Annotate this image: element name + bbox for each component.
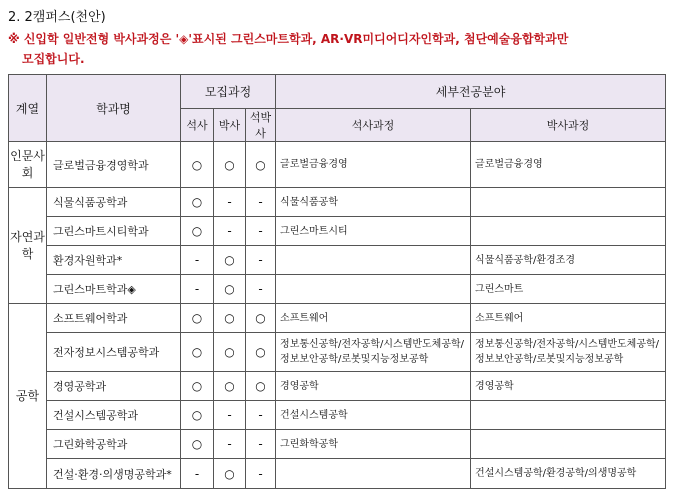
table-row (9, 430, 666, 459)
category-cell: 인문사회 (9, 142, 47, 188)
integrated-mark: - (246, 430, 276, 459)
table-row (9, 246, 666, 275)
doctoral-mark: ○ (214, 333, 246, 372)
integrated-mark: ○ (246, 372, 276, 401)
table-body (9, 142, 666, 489)
department-name: 건설·환경·의생명공학과* (47, 459, 181, 489)
doctoral-field: 경영공학 (471, 372, 666, 401)
doctoral-mark: ○ (214, 246, 246, 275)
doctoral-field (471, 430, 666, 459)
header-category: 계열 (9, 75, 47, 142)
doctoral-mark: ○ (214, 459, 246, 489)
doctoral-field: 식물식품공학/환경조경 (471, 246, 666, 275)
notice-text (8, 29, 668, 69)
integrated-mark: - (246, 246, 276, 275)
department-name: 그린스마트시티학과 (47, 217, 181, 246)
masters-mark: ○ (181, 372, 214, 401)
header-masters: 석사 (181, 109, 214, 142)
integrated-mark: ○ (246, 333, 276, 372)
department-name: 건설시스템공학과 (47, 401, 181, 430)
masters-field (276, 275, 471, 304)
header-masters-course: 석사과정 (276, 109, 471, 142)
header-department: 학과명 (47, 75, 181, 142)
doctoral-mark: - (214, 430, 246, 459)
table-row (9, 188, 666, 217)
department-name: 식물식품공학과 (47, 188, 181, 217)
table-header (9, 75, 666, 142)
masters-mark: ○ (181, 188, 214, 217)
table-row (9, 459, 666, 489)
table-row (9, 401, 666, 430)
masters-mark: ○ (181, 304, 214, 333)
masters-mark: - (181, 246, 214, 275)
doctoral-mark: ○ (214, 275, 246, 304)
department-name: 전자정보시스템공학과 (47, 333, 181, 372)
programs-table (8, 74, 666, 489)
department-name: 글로벌금융경영학과 (47, 142, 181, 188)
department-name: 환경자원학과* (47, 246, 181, 275)
masters-field: 건설시스템공학 (276, 401, 471, 430)
doctoral-mark: ○ (214, 304, 246, 333)
table-row (9, 333, 666, 372)
table-row (9, 372, 666, 401)
masters-mark: ○ (181, 333, 214, 372)
header-recruit: 모집과정 (181, 75, 276, 109)
header-integrated: 석박사 (246, 109, 276, 142)
masters-mark: ○ (181, 142, 214, 188)
department-name: 그린화학공학과 (47, 430, 181, 459)
doctoral-mark: - (214, 217, 246, 246)
table-row (9, 217, 666, 246)
doctoral-mark: - (214, 401, 246, 430)
table-row (9, 275, 666, 304)
masters-field (276, 459, 471, 489)
masters-field: 식물식품공학 (276, 188, 471, 217)
integrated-mark: - (246, 401, 276, 430)
doctoral-mark: ○ (214, 372, 246, 401)
integrated-mark: - (246, 275, 276, 304)
integrated-mark: - (246, 188, 276, 217)
masters-mark: - (181, 275, 214, 304)
masters-field: 경영공학 (276, 372, 471, 401)
masters-field: 글로벌금융경영 (276, 142, 471, 188)
doctoral-field (471, 217, 666, 246)
header-doctoral-course: 박사과정 (471, 109, 666, 142)
integrated-mark: - (246, 459, 276, 489)
category-cell: 공학 (9, 304, 47, 489)
notice-line-2: 모집합니다. (22, 52, 85, 66)
masters-field: 정보통신공학/전자공학/시스템반도체공학/정보보안공학/로봇및지능정보공학 (276, 333, 471, 372)
header-doctoral: 박사 (214, 109, 246, 142)
doctoral-field (471, 401, 666, 430)
integrated-mark: - (246, 217, 276, 246)
department-name: 소프트웨어학과 (47, 304, 181, 333)
table-row (9, 304, 666, 333)
doctoral-field (471, 188, 666, 217)
category-cell: 자연과학 (9, 188, 47, 304)
header-major-fields: 세부전공분야 (276, 75, 666, 109)
table-row (9, 142, 666, 188)
integrated-mark: ○ (246, 304, 276, 333)
doctoral-field: 그린스마트 (471, 275, 666, 304)
masters-field: 그린화학공학 (276, 430, 471, 459)
doctoral-mark: ○ (214, 142, 246, 188)
department-name: 경영공학과 (47, 372, 181, 401)
notice-line-1: ※ 신입학 일반전형 박사과정은 '◈'표시된 그린스마트학과, AR·VR미디어디자인학과, 첨단예술융합학과만 (8, 32, 569, 46)
masters-mark: ○ (181, 430, 214, 459)
doctoral-field: 소프트웨어 (471, 304, 666, 333)
masters-field (276, 246, 471, 275)
section-heading: 2. 2캠퍼스(천안) (8, 10, 106, 25)
integrated-mark: ○ (246, 142, 276, 188)
masters-field: 그린스마트시티 (276, 217, 471, 246)
doctoral-mark: - (214, 188, 246, 217)
masters-mark: ○ (181, 217, 214, 246)
masters-field: 소프트웨어 (276, 304, 471, 333)
masters-mark: ○ (181, 401, 214, 430)
doctoral-field: 정보통신공학/전자공학/시스템반도체공학/정보보안공학/로봇및지능정보공학 (471, 333, 666, 372)
doctoral-field: 글로벌금융경영 (471, 142, 666, 188)
masters-mark: - (181, 459, 214, 489)
department-name: 그린스마트학과◈ (47, 275, 181, 304)
doctoral-field: 건설시스템공학/환경공학/의생명공학 (471, 459, 666, 489)
